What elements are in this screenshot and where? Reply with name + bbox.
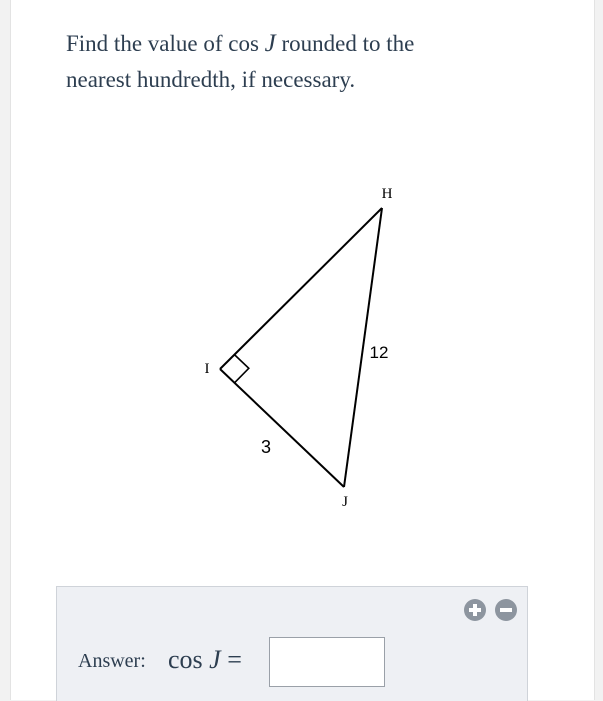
question-line2: nearest hundredth, if necessary. xyxy=(66,67,356,92)
question-variable: J xyxy=(264,30,276,57)
plus-circle-icon[interactable] xyxy=(464,599,486,621)
side-hi xyxy=(220,208,382,369)
answer-fn: cos xyxy=(168,645,203,674)
answer-variable: J xyxy=(209,645,221,674)
side-label-ij: 3 xyxy=(260,437,272,457)
answer-expression xyxy=(168,645,242,675)
right-angle-marker xyxy=(235,355,249,382)
answer-equals: = xyxy=(227,645,242,674)
triangle xyxy=(220,208,382,487)
side-ij xyxy=(220,369,344,487)
question-line1-post: rounded to the xyxy=(275,31,415,56)
vertex-label-j: J xyxy=(342,494,348,510)
vertex-label-h: H xyxy=(381,186,393,202)
minus-circle-icon[interactable] xyxy=(495,599,517,621)
answer-area xyxy=(56,586,528,701)
vertex-label-i: I xyxy=(204,361,210,377)
question-line1-pre: Find the value of cos xyxy=(66,31,265,56)
answer-label: Answer: xyxy=(78,650,146,672)
side-label-hj: 12 xyxy=(369,343,389,362)
answer-input[interactable] xyxy=(269,637,385,687)
